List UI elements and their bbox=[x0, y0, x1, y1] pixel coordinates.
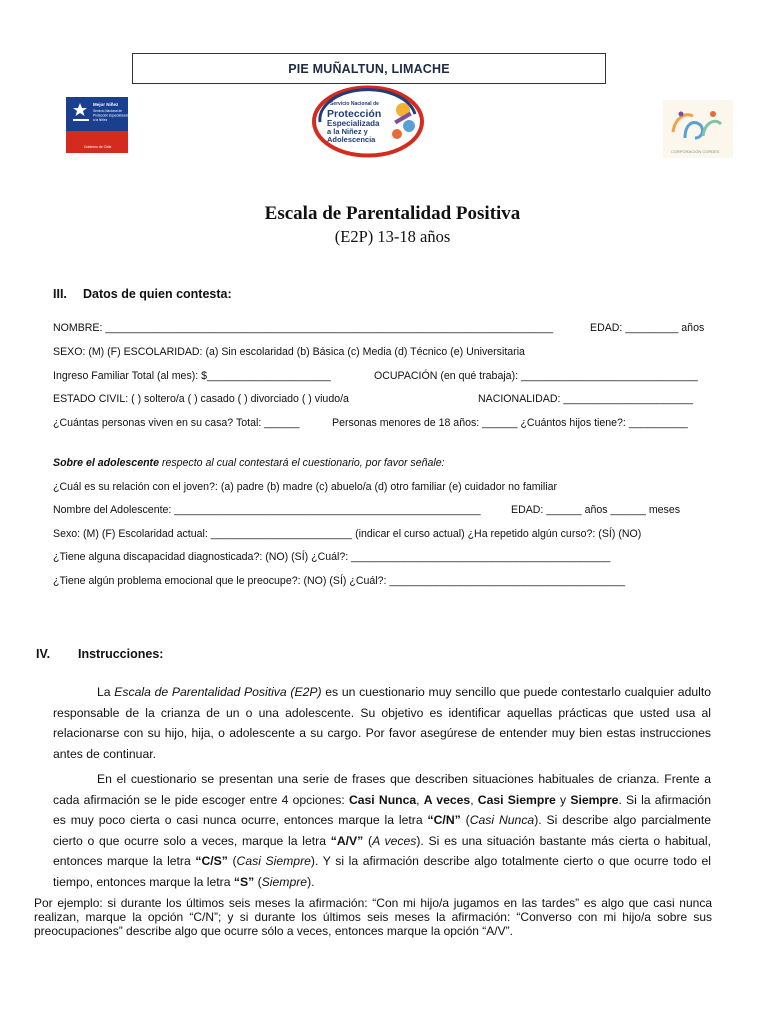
section-3-title: Datos de quien contesta: bbox=[83, 287, 232, 301]
option-siempre: Siempre bbox=[570, 792, 619, 807]
logo-left-line4: a la Niñez bbox=[93, 118, 108, 122]
logo-right-caption: CORPORACIÓN CORDES bbox=[671, 149, 720, 154]
form-line-edad[interactable]: EDAD: _________ años bbox=[590, 322, 705, 334]
adolescent-intro-bold: Sobre el adolescente bbox=[53, 457, 159, 469]
scale-name: Escala de Parentalidad Positiva (E2P) bbox=[114, 685, 322, 699]
logo-center-line1: Servicio Nacional de bbox=[330, 101, 379, 107]
form-line-sexo-escolaridad-actual[interactable]: Sexo: (M) (F) Escolaridad actual: ________________________ (indicar el curso actual) ¿Ha repetido algún curso?: (SÍ) (NO) bbox=[53, 528, 642, 540]
form-line-nacionalidad[interactable]: NACIONALIDAD: ______________________ bbox=[478, 393, 693, 405]
form-line-personas[interactable]: ¿Cuántas personas viven en su casa? Total: ______ bbox=[53, 417, 300, 429]
mejor-ninez-logo bbox=[66, 97, 128, 153]
section-3-number: III. bbox=[53, 287, 67, 301]
form-line-estado-civil[interactable]: ESTADO CIVIL: ( ) soltero/a ( ) casado ( ) divorciado ( ) viudo/a bbox=[53, 393, 349, 405]
form-line-nombre-adolescente[interactable]: Nombre del Adolescente: ____________________________________________________ bbox=[53, 504, 481, 516]
adolescent-intro bbox=[53, 456, 445, 470]
logo-left-line1: Mejor Niñez bbox=[93, 102, 119, 107]
logo-left-line2: Servicio Nacional de bbox=[93, 109, 123, 113]
logo-center-line4: a la Niñez y bbox=[327, 127, 368, 136]
letter-av: “A/V” bbox=[330, 833, 364, 848]
letter-s: “S” bbox=[233, 874, 255, 889]
instructions-example: Por ejemplo: si durante los últimos seis meses la afirmación: “Con mi hijo/a jugamos en las tardes” es algo que casi nunca realizan, marque la opción “C/N”; y si durante los últimos seis meses la afirmación: “Converso con mi hijo/a sobre sus preocupaciones” describe algo que ocurre sólo a veces, entonces marque la opción “A/V”. bbox=[34, 896, 712, 938]
header-title-box bbox=[132, 53, 606, 84]
cordes-logo bbox=[663, 100, 733, 158]
document-title: Escala de Parentalidad Positiva bbox=[264, 203, 521, 224]
form-line-discapacidad[interactable]: ¿Tiene alguna discapacidad diagnosticada?: (NO) (SÍ) ¿Cuál?: ____________________________________________ bbox=[53, 551, 611, 563]
option-a-veces: A veces bbox=[423, 792, 471, 807]
option-casi-nunca: Casi Nunca bbox=[348, 792, 417, 807]
header-title: PIE MUÑALTUN, LIMACHE bbox=[288, 61, 450, 76]
logo-center-line5: Adolescencia bbox=[327, 135, 376, 144]
form-line-ingreso[interactable]: Ingreso Familiar Total (al mes): $_____________________ bbox=[53, 370, 331, 382]
form-line-problema-emocional[interactable]: ¿Tiene algún problema emocional que le preocupe?: (NO) (SÍ) ¿Cuál?: ________________________________________ bbox=[53, 575, 626, 587]
form-line-edad-adolescente[interactable]: EDAD: ______ años ______ meses bbox=[511, 504, 681, 516]
letter-cs: “C/S” bbox=[195, 854, 228, 868]
instructions-paragraph-2: En el cuestionario se presentan una serie de frases que describen situaciones habituales de crianza. Frente a cada afirmación se le pide escoger entre 4 opciones: Casi Nunca, A veces, Casi Siempre y Siempre. Si la afirmación es muy poco cierta o casi nunca ocurre, entonces marque la letra “C/N” (Casi Nunca). Si describe algo parcialmente cierto o que ocurre solo a veces, marque la letra “A/V” (A veces). Si es una situación bastante más cierta o habitual, entonces marque la letra “C/S” (Casi Siempre). Y si la afirmación describe algo totalmente cierto o que ocurre todo el tiempo, entonces marque la letra “S” (Siempre). bbox=[53, 772, 712, 889]
form-line-menores-hijos[interactable]: Personas menores de 18 años: ______ ¿Cuántos hijos tiene?: __________ bbox=[332, 417, 688, 429]
adolescent-intro-rest: respecto al cual contestará el cuestionario, por favor señale: bbox=[158, 457, 445, 469]
form-line-ocupacion[interactable]: OCUPACIÓN (en qué trabaja): ______________________________ bbox=[374, 370, 698, 382]
document-subtitle: (E2P) 13-18 años bbox=[334, 227, 451, 246]
logo-left-footer: Gobierno de Chile bbox=[84, 145, 112, 149]
form-line-relacion[interactable]: ¿Cuál es su relación con el joven?: (a) padre (b) madre (c) abuelo/a (d) otro familiar (e) cuidador no familiar bbox=[53, 481, 558, 493]
section-4-number: IV. bbox=[36, 647, 51, 661]
logo-center-line2: Protección bbox=[327, 108, 382, 120]
logo-left-line3: Protección Especializada bbox=[93, 113, 128, 118]
section-3-heading bbox=[53, 287, 232, 301]
logo-center-line3: Especializada bbox=[327, 119, 380, 128]
servicio-proteccion-logo bbox=[310, 84, 430, 159]
letter-cn: “C/N” bbox=[427, 813, 461, 827]
form-line-nombre[interactable]: NOMBRE: ____________________________________________________________________________ bbox=[53, 322, 554, 334]
section-4-title: Instrucciones: bbox=[78, 647, 164, 661]
instructions-paragraph-1: La Escala de Parentalidad Positiva (E2P) es un cuestionario muy sencillo que puede contestarlo cualquier adulto responsable de la crianza de un o una adolescente. Su objetivo es identificar aquellas prácticas que usted usa al relacionarse con su hijo, hija, o adolescente a su cargo. Por favor asegúrese de entender muy bien estas instrucciones antes de continuar. bbox=[53, 685, 711, 761]
option-casi-siempre: Casi Siempre bbox=[477, 792, 556, 807]
section-4-heading bbox=[36, 647, 163, 661]
form-line-sexo-escolaridad[interactable]: SEXO: (M) (F) ESCOLARIDAD: (a) Sin escolaridad (b) Básica (c) Media (d) Técnico (e) Universitaria bbox=[53, 346, 525, 358]
